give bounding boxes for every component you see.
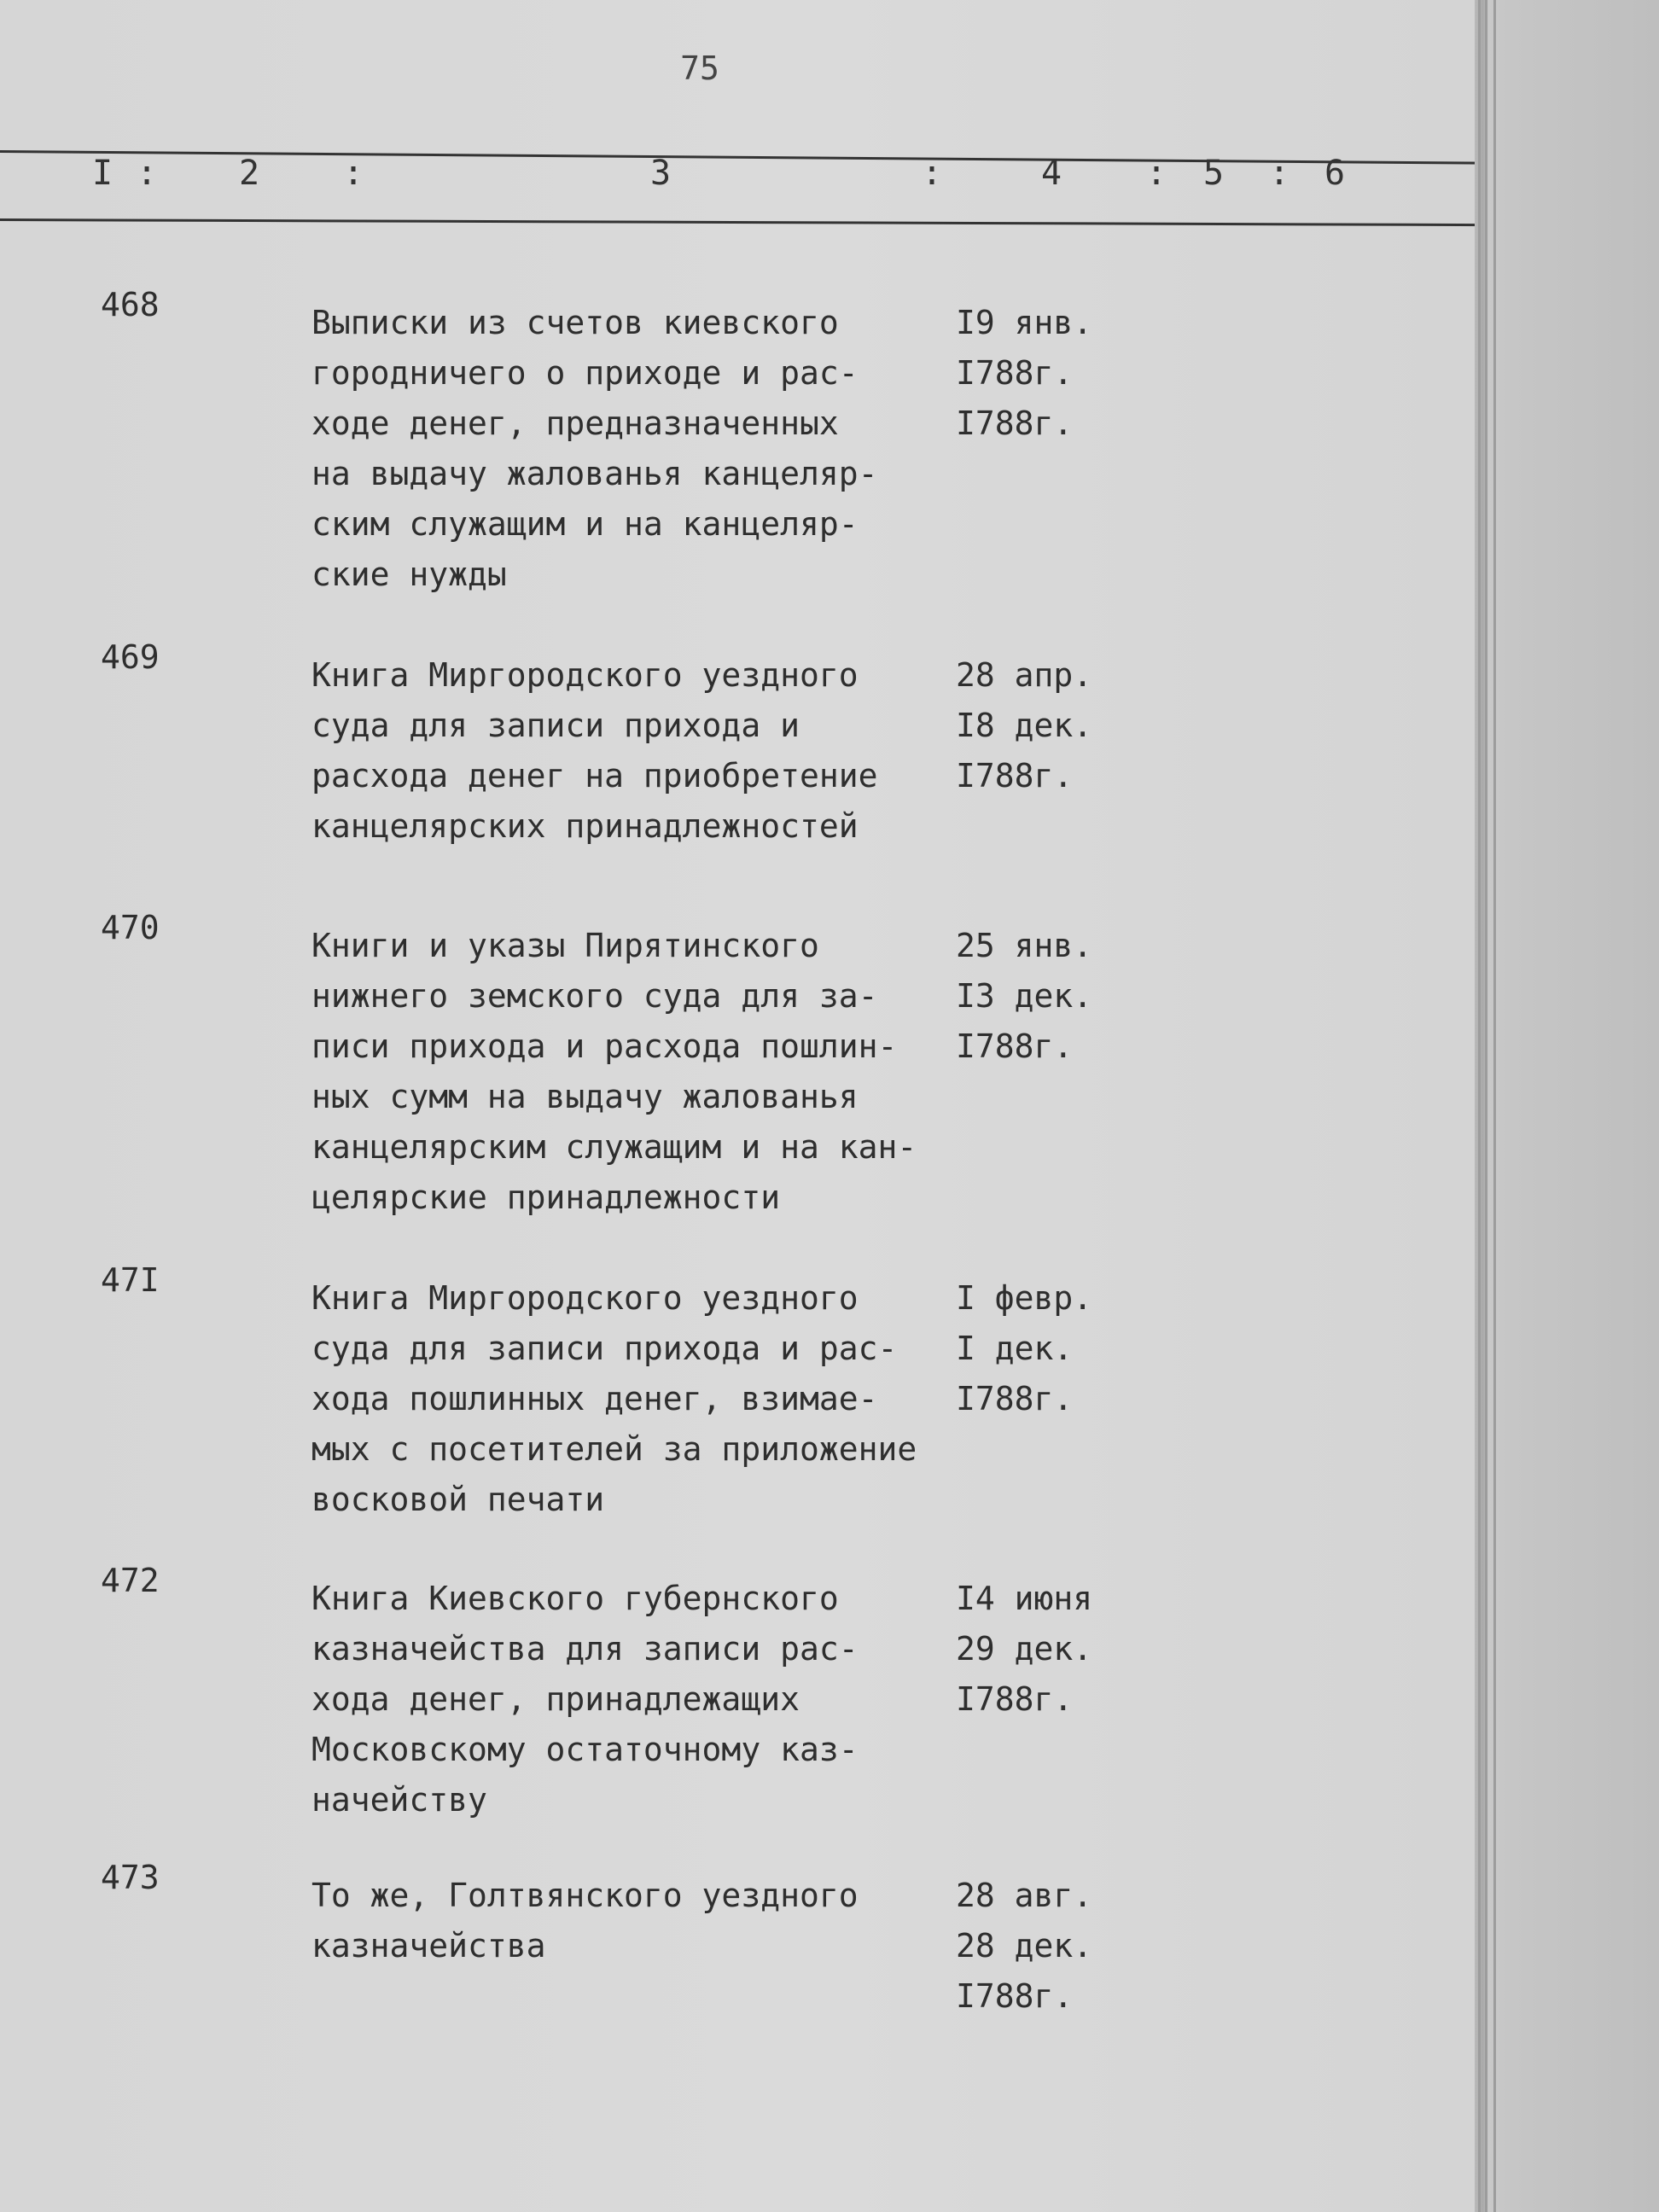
date-line: I февр. — [956, 1279, 1093, 1317]
entry-number: 47I — [101, 1261, 160, 1299]
description-line: канцелярским служащим и на кан- — [311, 1128, 917, 1166]
entry-description — [311, 298, 960, 600]
description-line: казначейства для записи рас- — [311, 1630, 859, 1668]
date-line: I788г. — [956, 1977, 1074, 2015]
description-line: Книга Миргородского уездного — [311, 1279, 859, 1317]
description-line: писи прихода и расхода пошлин- — [311, 1027, 898, 1065]
date-line: I8 дек. — [956, 707, 1093, 744]
entry-number: 472 — [101, 1562, 160, 1599]
column-separator: : — [1269, 154, 1290, 193]
date-line: 28 дек. — [956, 1927, 1093, 1965]
entry-dates — [956, 921, 1144, 1072]
column-header-3: 3 — [650, 154, 672, 193]
description-line: ходе денег, предназначенных — [311, 405, 839, 442]
page-edge-line — [1493, 0, 1496, 2212]
date-line: I дек. — [956, 1330, 1074, 1367]
description-line: Книги и указы Пирятинского — [311, 927, 819, 964]
description-line: То же, Голтвянского уездного — [311, 1877, 859, 1914]
description-line: Книга Киевского губернского — [311, 1580, 839, 1617]
column-separator: : — [1146, 154, 1167, 193]
description-line: суда для записи прихода и — [311, 707, 800, 744]
description-line: хода денег, принадлежащих — [311, 1680, 800, 1718]
entry-dates — [956, 1871, 1144, 2022]
description-line: ские нужды — [311, 556, 507, 593]
entry-description — [311, 921, 960, 1223]
entry-dates — [956, 1574, 1144, 1725]
date-line: I788г. — [956, 354, 1074, 392]
column-header-1: I — [92, 154, 114, 193]
date-line: I4 июня — [956, 1580, 1093, 1617]
date-line: 29 дек. — [956, 1630, 1093, 1668]
description-line: на выдачу жалованья канцеляр- — [311, 455, 878, 492]
entry-number: 473 — [101, 1859, 160, 1896]
description-line: казначейства — [311, 1927, 546, 1965]
description-line: Выписки из счетов киевского — [311, 304, 839, 341]
description-line: Книга Миргородского уездного — [311, 656, 859, 694]
date-line: I788г. — [956, 1680, 1074, 1718]
description-line: ским служащим и на канцеляр- — [311, 505, 859, 543]
description-line: канцелярских принадлежностей — [311, 807, 859, 845]
entry-description — [311, 1574, 960, 1825]
column-header-2: 2 — [239, 154, 260, 193]
description-line: хода пошлинных денег, взимае- — [311, 1380, 878, 1417]
entry-description — [311, 650, 960, 852]
date-line: I9 янв. — [956, 304, 1093, 341]
description-line: городничего о приходе и рас- — [311, 354, 859, 392]
entry-description — [311, 1273, 960, 1525]
description-line: суда для записи прихода и рас- — [311, 1330, 898, 1367]
description-line: расхода денег на приобретение — [311, 757, 878, 795]
date-line: I788г. — [956, 1027, 1074, 1065]
date-line: 28 апр. — [956, 656, 1093, 694]
column-header-5: 5 — [1203, 154, 1225, 193]
date-line: I788г. — [956, 1380, 1074, 1417]
date-line: 28 авг. — [956, 1877, 1093, 1914]
column-separator: : — [922, 154, 943, 193]
description-line: восковой печати — [311, 1481, 605, 1518]
header-top-rule — [0, 150, 1483, 165]
description-line: нижнего земского суда для за- — [311, 977, 878, 1015]
column-separator: : — [137, 154, 158, 193]
entry-dates — [956, 298, 1144, 449]
date-line: I788г. — [956, 757, 1074, 795]
entry-number: 468 — [101, 286, 160, 323]
entry-dates — [956, 1273, 1144, 1424]
entry-number: 469 — [101, 638, 160, 676]
date-line: I3 дек. — [956, 977, 1093, 1015]
entry-dates — [956, 650, 1144, 801]
entry-description — [311, 1871, 960, 1971]
stacked-page-edges — [1475, 0, 1659, 2212]
header-bottom-rule — [0, 218, 1483, 226]
page-edge-line — [1478, 0, 1481, 2212]
column-header-6: 6 — [1324, 154, 1346, 193]
entry-number: 470 — [101, 909, 160, 946]
description-line: мых с посетителей за приложение — [311, 1430, 917, 1468]
description-line: целярские принадлежности — [311, 1179, 781, 1216]
description-line: ных сумм на выдачу жалованья — [311, 1078, 859, 1115]
page-number: 75 — [680, 49, 719, 87]
page-edge-line — [1485, 0, 1487, 2212]
date-line: I788г. — [956, 405, 1074, 442]
date-line: 25 янв. — [956, 927, 1093, 964]
column-header-4: 4 — [1041, 154, 1062, 193]
column-separator: : — [343, 154, 364, 193]
description-line: Московскому остаточному каз- — [311, 1731, 859, 1768]
description-line: начейству — [311, 1781, 487, 1819]
